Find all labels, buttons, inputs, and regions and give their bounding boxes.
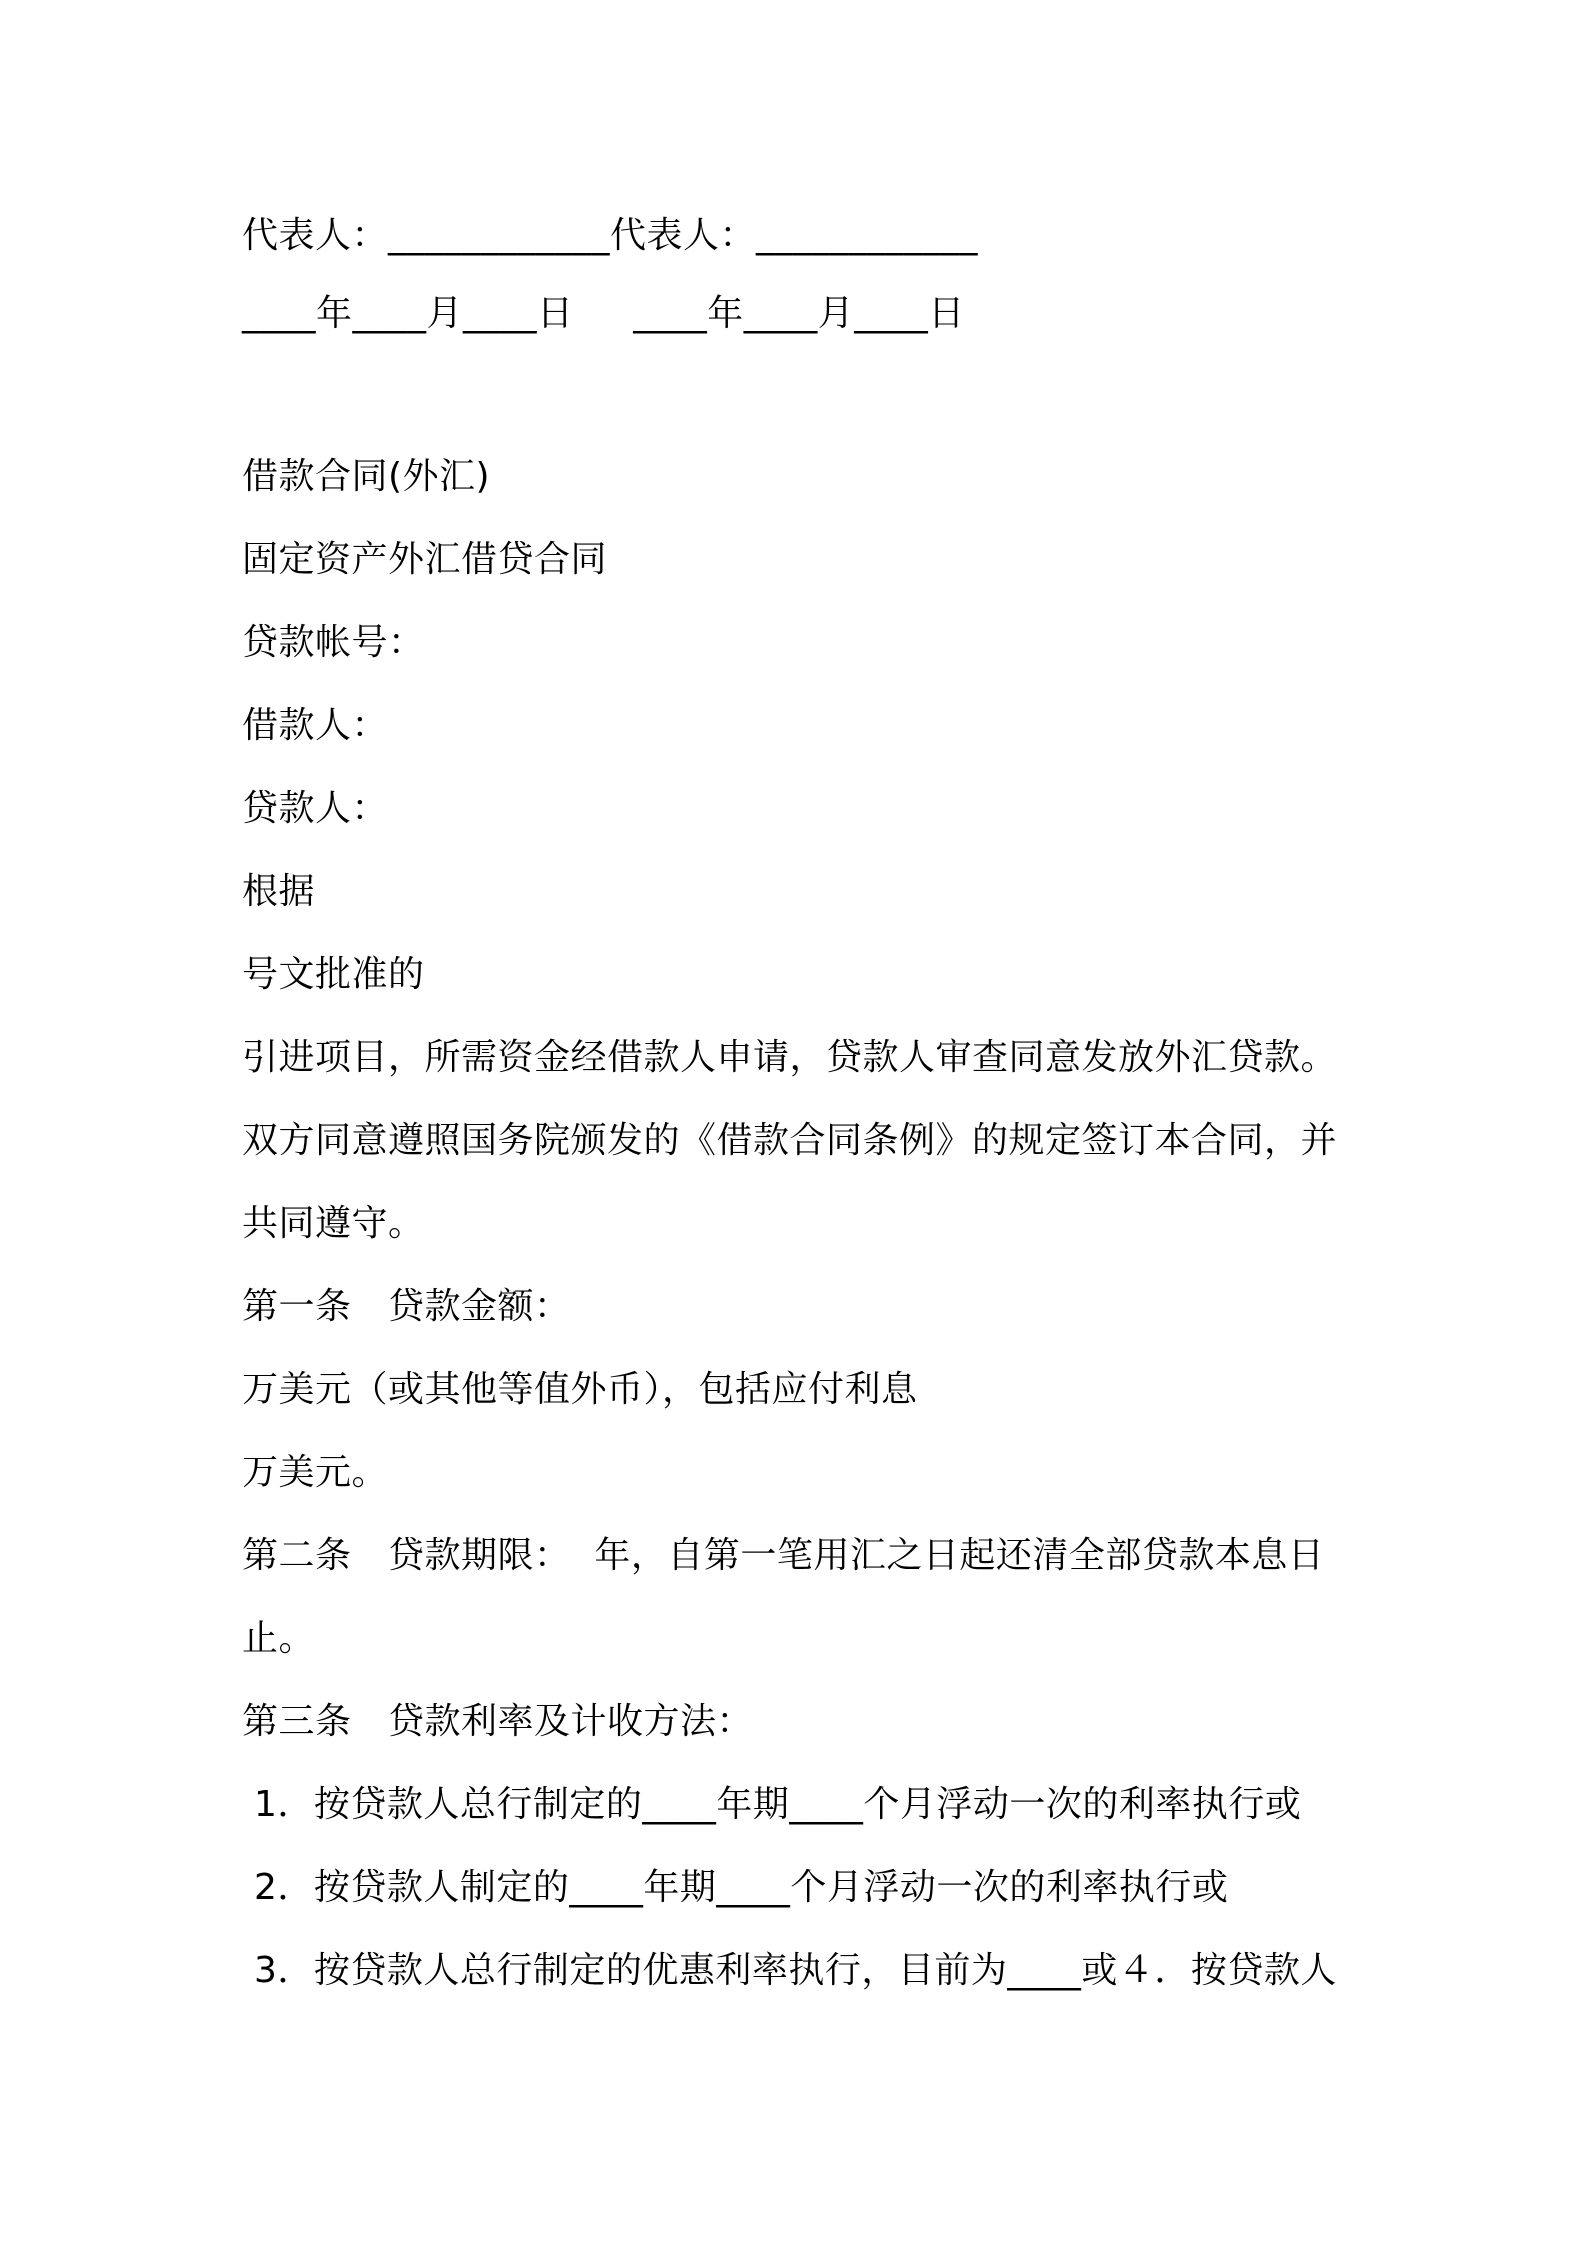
borrower-label: 借款人： xyxy=(242,705,389,746)
signature-date-line: ____年____月____日 ____年____月____日 xyxy=(242,293,965,334)
document-title: 借款合同(外汇) xyxy=(242,456,491,497)
article-1-heading: 第一条 贷款金额： xyxy=(242,1286,571,1327)
document-subtitle: 固定资产外汇借贷合同 xyxy=(242,539,608,580)
article-2-line-1: 第二条 贷款期限： 年，自第一笔用汇之日起还清全部贷款本息日 xyxy=(242,1535,1325,1576)
article-3-item-3: 3．按贷款人总行制定的优惠利率执行，目前为____或４．按贷款人 xyxy=(242,1950,1337,1991)
intro-paragraph-line-1: 引进项目，所需资金经借款人申请，贷款人审查同意发放外汇贷款。 xyxy=(242,1037,1338,1078)
article-3-item-1: 1．按贷款人总行制定的____年期____个月浮动一次的利率执行或 xyxy=(242,1784,1302,1825)
article-3-heading: 第三条 贷款利率及计收方法： xyxy=(242,1701,754,1742)
basis-text: 根据 xyxy=(242,871,316,912)
approval-text: 号文批准的 xyxy=(242,954,425,995)
representative-signature-line: 代表人：____________代表人：____________ xyxy=(242,215,979,256)
article-2-line-2: 止。 xyxy=(242,1618,316,1659)
intro-paragraph-line-2: 双方同意遵照国务院颁发的《借款合同条例》的规定签订本合同，并 xyxy=(242,1120,1338,1161)
intro-paragraph-line-3: 共同遵守。 xyxy=(242,1203,425,1244)
lender-label: 贷款人： xyxy=(242,788,389,829)
article-1-interest: 万美元。 xyxy=(242,1452,389,1493)
article-1-amount: 万美元（或其他等值外币），包括应付利息 xyxy=(242,1369,918,1410)
article-3-item-2: 2．按贷款人制定的____年期____个月浮动一次的利率执行或 xyxy=(242,1867,1229,1908)
account-number-label: 贷款帐号： xyxy=(242,622,425,663)
